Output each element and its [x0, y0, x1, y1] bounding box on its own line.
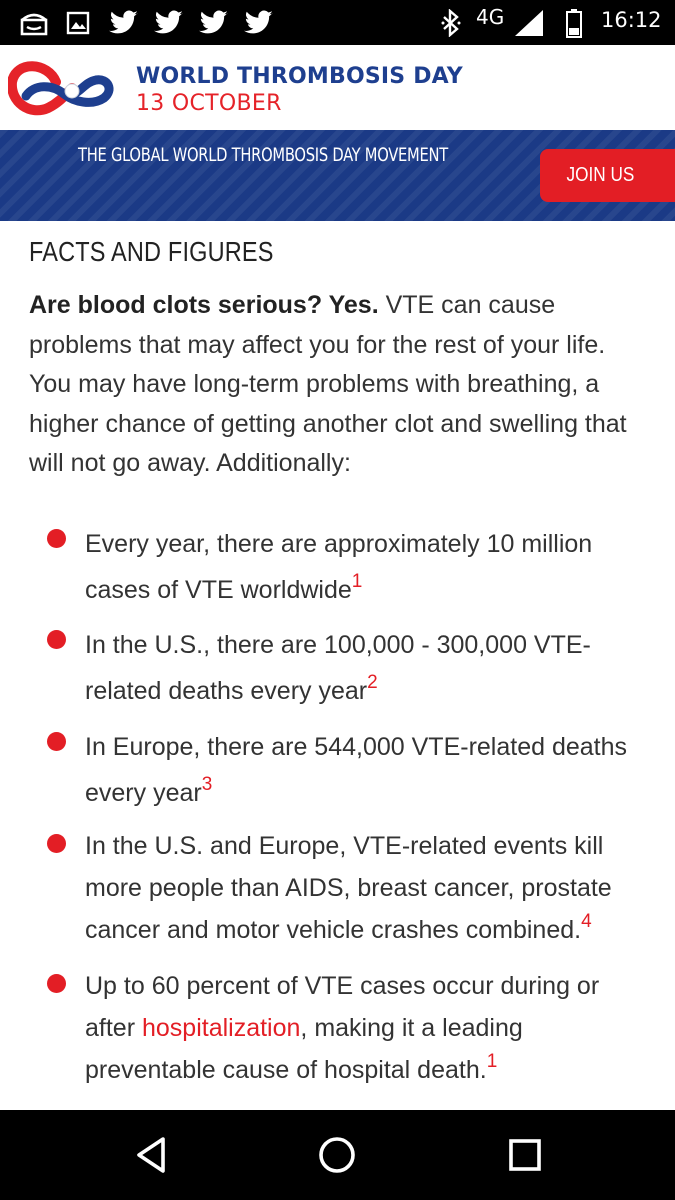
reference-link[interactable]: 1 [486, 1051, 498, 1072]
fact-text: Every year, there are approximately 10 million cases of VTE worldwide$^1$ [85, 530, 593, 604]
status-bar [0, 0, 675, 45]
fact-text: In the U.S. and Europe, VTE-related events kill more people than AIDS, breast cancer, prostate cancer and motor vehicle crashes combined.$^4$ [85, 832, 612, 944]
clock: 16:12 [601, 8, 662, 32]
site-date: 13 OCTOBER [136, 91, 282, 116]
reference-link[interactable]: 1 [351, 571, 363, 592]
twitter-icon [108, 8, 140, 38]
intro-text: VTE can cause problems that may affect you for the rest of your life. You may have long-term problems with breathing, a higher chance of getting another clot and swelling that will not go away. Additionally: [29, 291, 627, 477]
banner-title: THE GLOBAL WORLD THROMBOSIS DAY MOVEMENT [78, 144, 448, 166]
battery-icon [562, 8, 586, 38]
bullet-icon [47, 630, 66, 649]
site-title: WORLD THROMBOSIS DAY [136, 64, 463, 89]
home-icon[interactable] [314, 1132, 360, 1178]
bullet-icon [47, 529, 66, 548]
join-us-button[interactable] [540, 149, 675, 202]
reference-link[interactable]: 2 [367, 672, 378, 693]
reference-link[interactable]: 3 [201, 774, 213, 795]
fact-text: Up to 60 percent of VTE cases occur during or after hospitalization, making it a leading preventable cause of hospital death.$^1$ [85, 972, 600, 1084]
world-thrombosis-day-logo[interactable] [8, 54, 120, 118]
reference-link[interactable]: 4 [581, 911, 592, 932]
bullet-icon [47, 974, 66, 993]
bullet-icon [47, 732, 66, 751]
article-content [0, 221, 675, 1110]
recents-icon[interactable] [502, 1132, 548, 1178]
section-heading: FACTS AND FIGURES [29, 236, 274, 267]
hospitalization-link[interactable]: hospitalization [141, 1014, 301, 1042]
twitter-icon [243, 8, 275, 38]
fact-text: In the U.S., there are 100,000 - 300,000 VTE-related deaths every year$^2$ [85, 631, 591, 705]
join-us-label: JOIN US [566, 164, 634, 186]
back-icon[interactable] [128, 1132, 174, 1178]
bluetooth-icon [438, 8, 464, 38]
android-nav-bar [0, 1110, 675, 1200]
site-header [0, 45, 675, 130]
notification-icon [18, 8, 50, 38]
network-type: 4G [476, 5, 505, 29]
intro-paragraph [29, 286, 639, 484]
bullet-icon [47, 834, 66, 853]
movement-banner [0, 130, 675, 221]
image-icon [65, 8, 91, 38]
twitter-icon [153, 8, 185, 38]
intro-bold: Are blood clots serious? Yes. [29, 291, 379, 319]
signal-icon [512, 8, 546, 38]
fact-text: In Europe, there are 544,000 VTE-related deaths every year$^3$ [85, 733, 628, 807]
twitter-icon [198, 8, 230, 38]
